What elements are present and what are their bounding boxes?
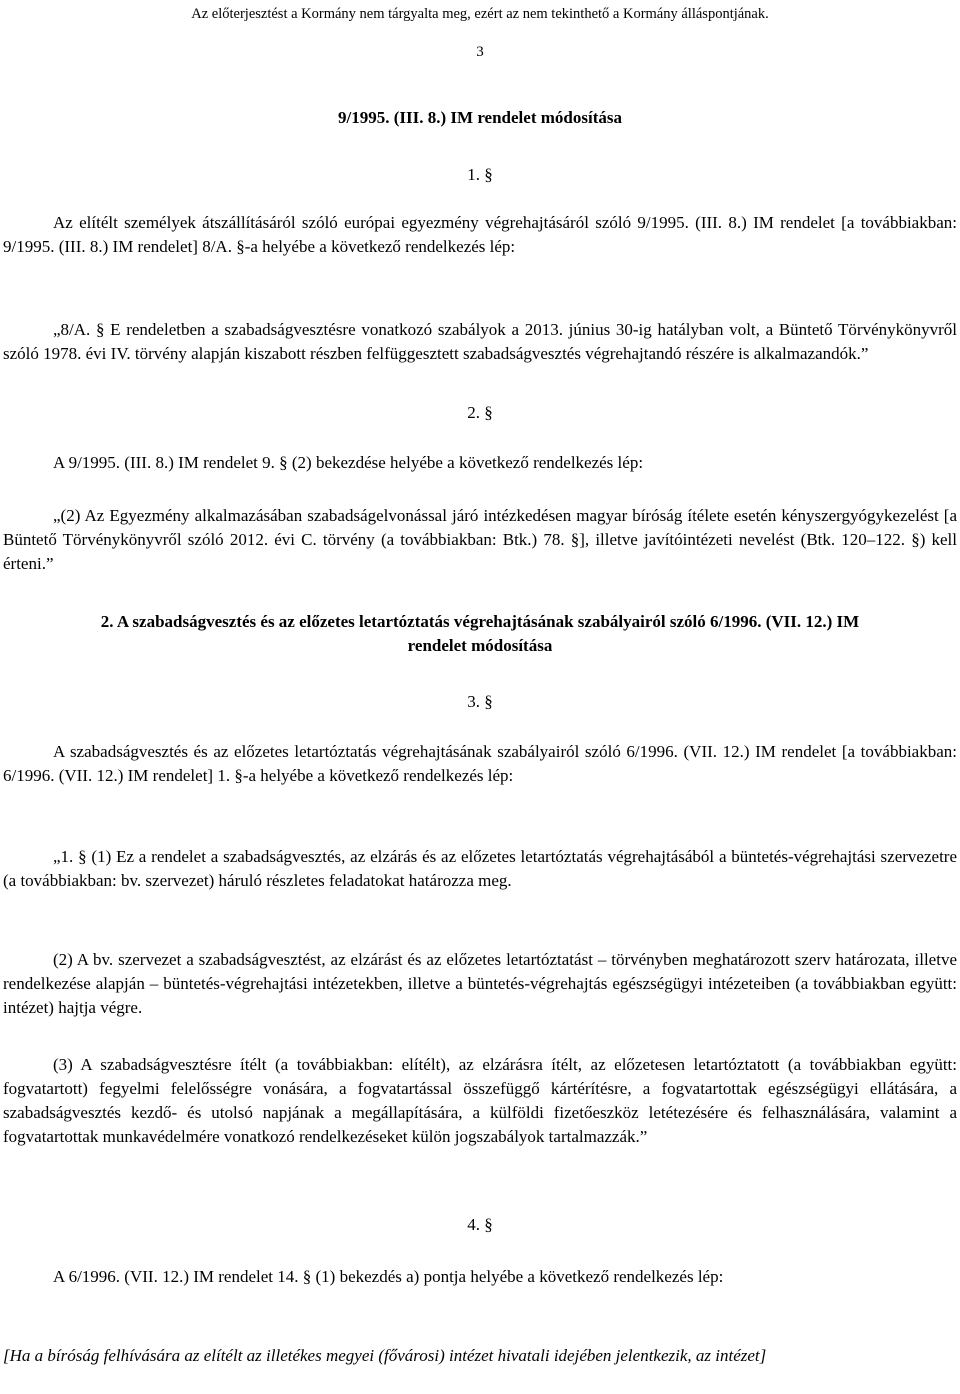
paragraph-4: „(2) Az Egyezmény alkalmazásában szabadságelvonással járó intézkedésen magyar bíróság ítélete esetén kényszergyógykezelést [a Büntető Törvénykönyvről szóló 2012. évi C. törvény (a továbbiakban: Btk.) 78. §], illetve javítóintézeti nevelést (Btk. 120–122. §) kell érteni.” — [3, 506, 957, 573]
paragraph-9: A 6/1996. (VII. 12.) IM rendelet 14. § (1) bekezdés a) pontja helyébe a következő rendelkezés lép: — [53, 1267, 724, 1286]
paragraph-5: A szabadságvesztés és az előzetes letartóztatás végrehajtásának szabályairól szóló 6/1996. (VII. 12.) IM rendelet [a továbbiakban: 6/1996. (VII. 12.) IM rendelet] 1. §-a helyébe a következő rendelkezés lép: — [3, 742, 957, 785]
paragraph-1: Az elítélt személyek átszállításáról szóló európai egyezmény végrehajtásáról szóló 9/1995. (III. 8.) IM rendelet [a továbbiakban: 9/1995. (III. 8.) IM rendelet] 8/A. §-a helyébe a következő rendelkezés lép: — [3, 213, 957, 256]
disclaimer-header: Az előterjesztést a Kormány nem tárgyalta meg, ezért az nem tekinthető a Kormány álláspontjának. — [191, 6, 769, 22]
paragraph-6: „1. § (1) Ez a rendelet a szabadságvesztés, az elzárás és az előzetes letartóztatás végrehajtásából a büntetés-végrehajtási szervezetre (a továbbiakban: bv. szervezet) háruló részletes feladatokat határozza meg. — [3, 847, 957, 890]
section-mark-3: 3. § — [467, 692, 493, 711]
page-number: 3 — [476, 44, 484, 60]
section-mark-4: 4. § — [467, 1215, 493, 1234]
section-mark-2: 2. § — [467, 403, 493, 422]
paragraph-3: A 9/1995. (III. 8.) IM rendelet 9. § (2) bekezdése helyébe a következő rendelkezés lép: — [53, 453, 644, 472]
paragraph-10: [Ha a bíróság felhívására az elítélt az illetékes megyei (fővárosi) intézet hivatali idejében jelentkezik, az intézet] — [3, 1346, 767, 1365]
paragraph-8: (3) A szabadságvesztésre ítélt (a továbbiakban: elítélt), az elzárásra ítélt, az előzetesen letartóztatott (a továbbiakban együtt: fogvatartott) fegyelmi felelősségre vonására, a fogvatartással összefüggő kártérítésre, a fogvatartottak egészségügyi ellátására, a szabadságvesztés kezdő- és utolsó napjának a megállapítására, a külföldi fizetőeszköz letétezésére és felhasználására, valamint a fogvatartottak munkavédelmére vonatkozó rendelkezéseket külön jogszabályok tartalmazzák.” — [3, 1055, 957, 1146]
paragraph-7: (2) A bv. szervezet a szabadságvesztést, az elzárást és az előzetes letartóztatást – törvényben meghatározott szerv határozata, illetve rendelkezése alapján – büntetés-végrehajtási intézetekben, illetve a büntetés-végrehajtás egészségügyi intézeteiben (a továbbiakban együtt: intézet) hajtja végre. — [3, 950, 957, 1017]
section-title-2: 2. A szabadságvesztés és az előzetes letartóztatás végrehajtásának szabályairól szóló 6/1996. (VII. 12.) IM rendelet módosítása — [100, 612, 860, 655]
section-mark-1: 1. § — [467, 165, 493, 184]
section-title-1: 9/1995. (III. 8.) IM rendelet módosítása — [338, 108, 622, 127]
paragraph-2: „8/A. § E rendeletben a szabadságvesztésre vonatkozó szabályok a 2013. június 30-ig hatályban volt, a Büntető Törvénykönyvről szóló 1978. évi IV. törvény alapján kiszabott részben felfüggesztett szabadságvesztés végrehajtandó részére is alkalmazandók.” — [3, 320, 957, 363]
